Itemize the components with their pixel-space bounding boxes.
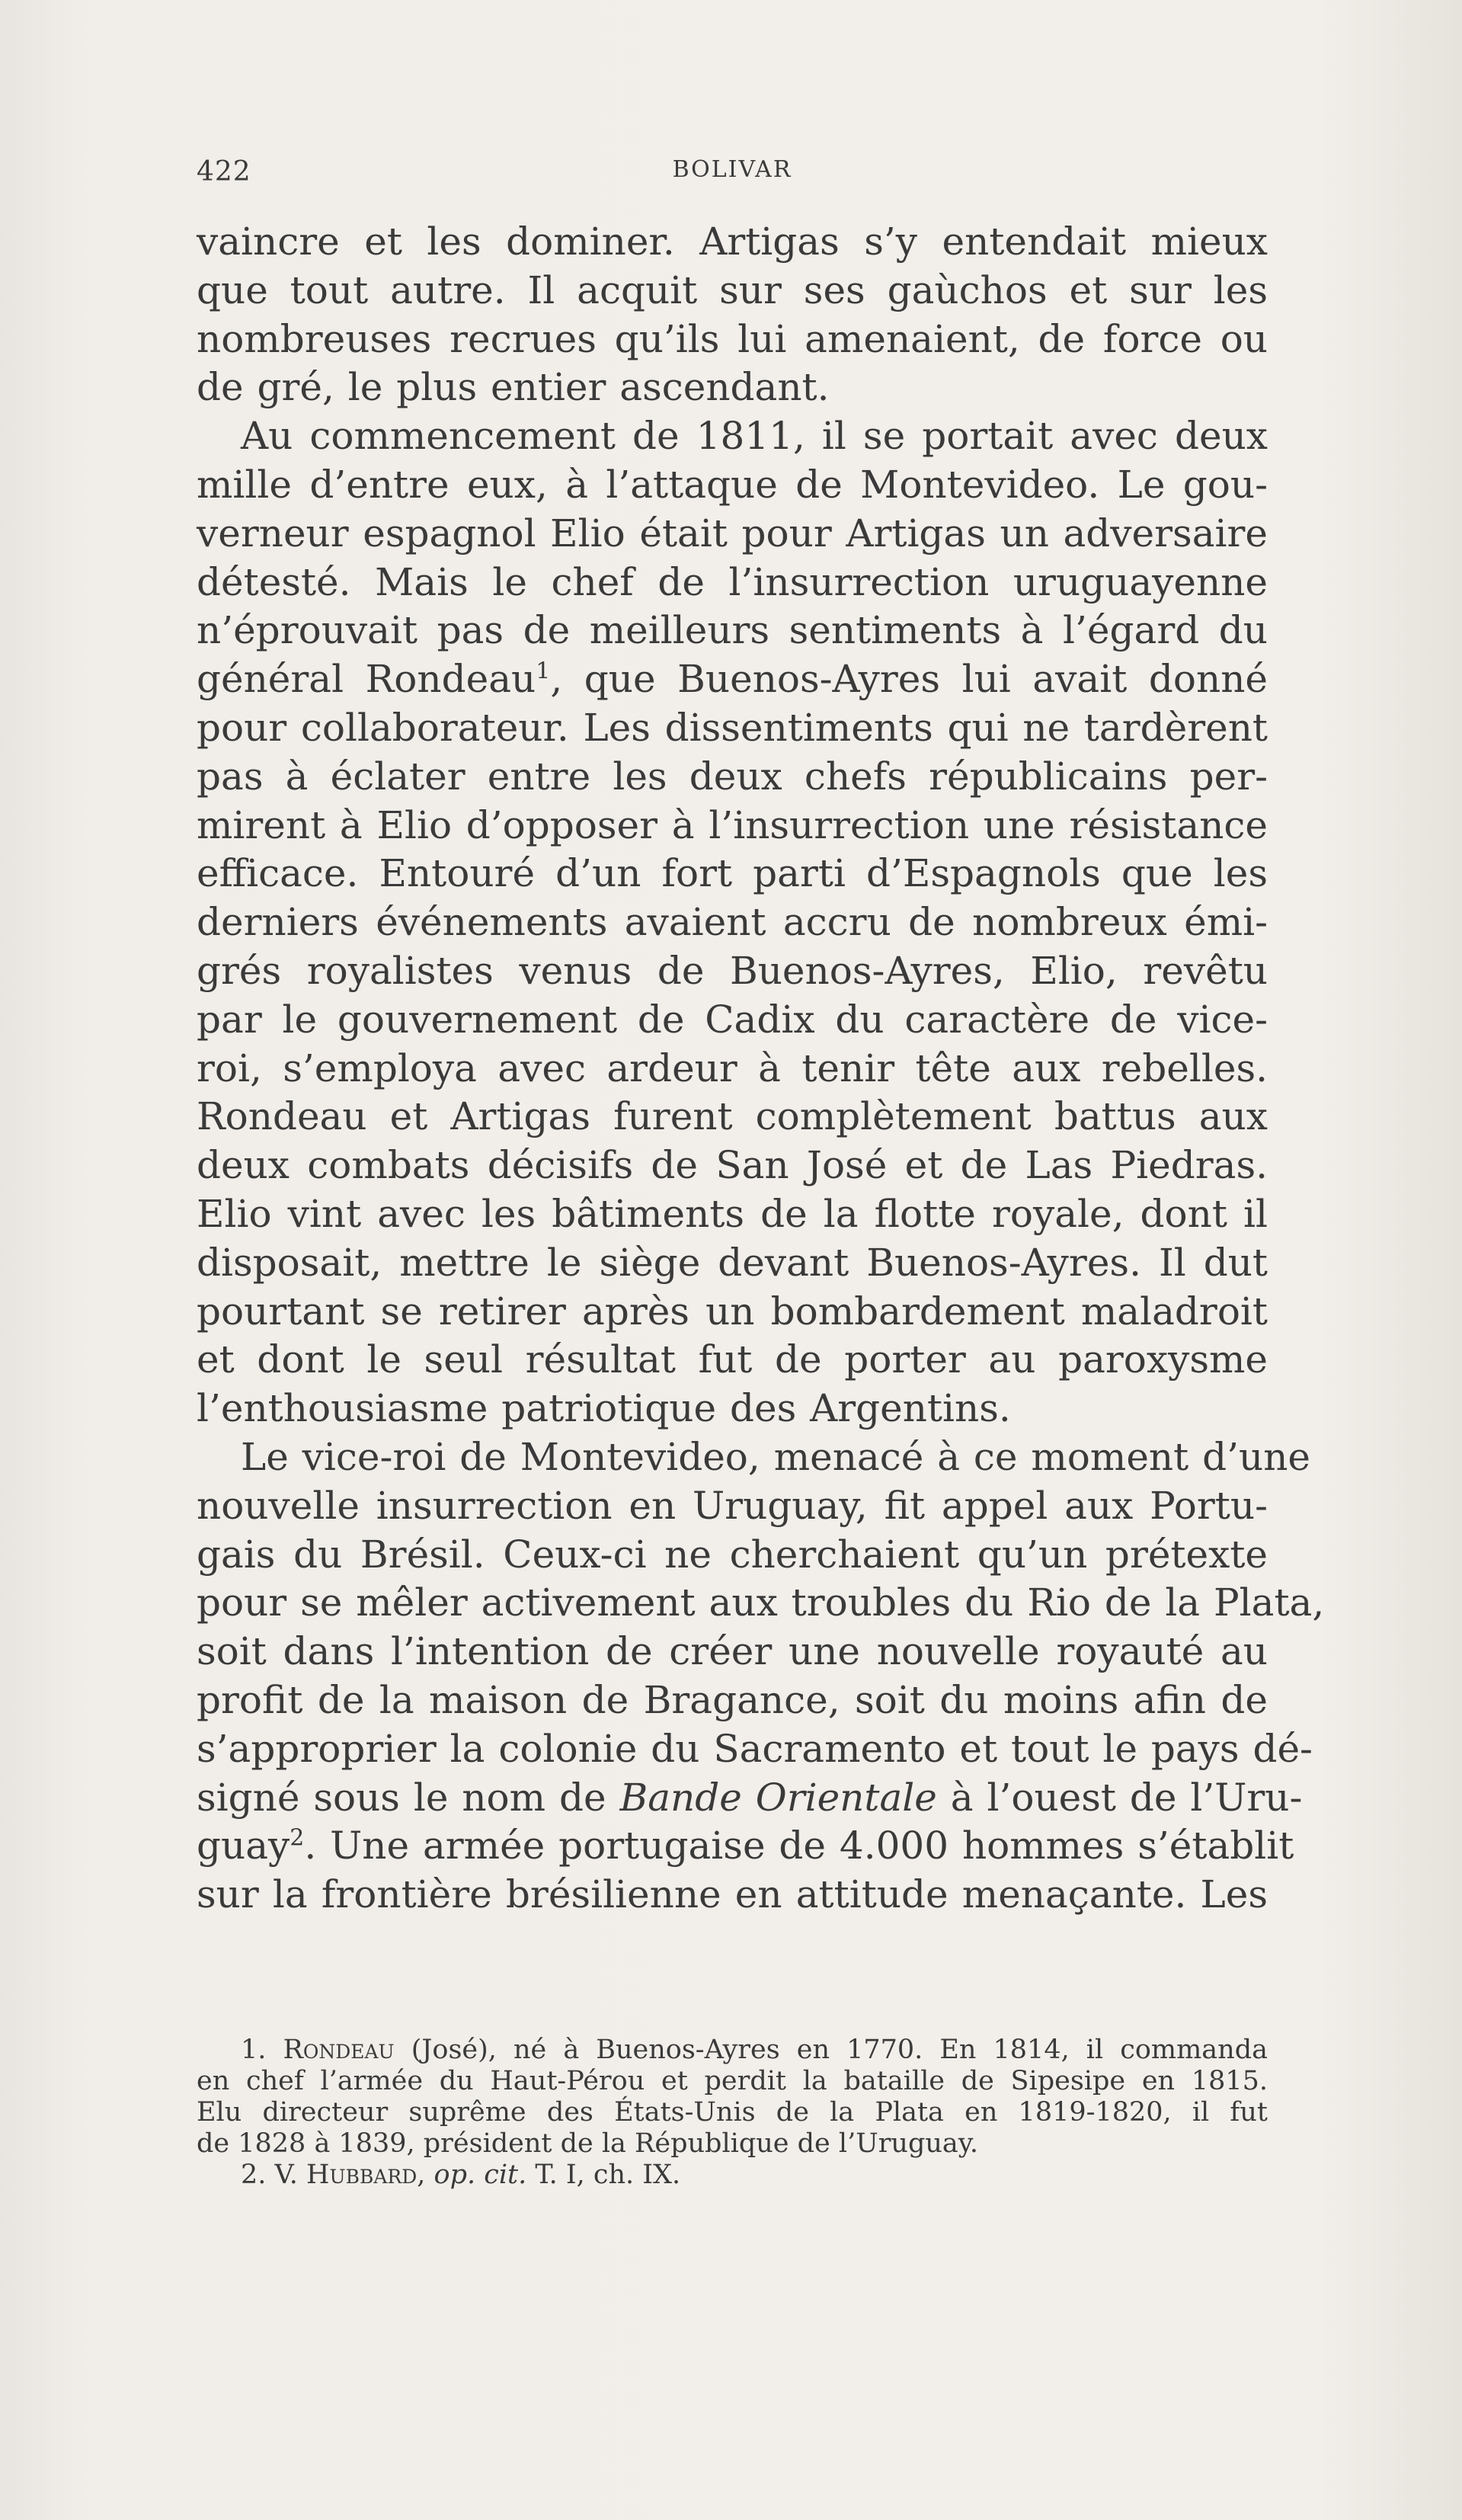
text-line: nombreuses recrues qu’ils lui amenaient, de force ou <box>197 316 1268 361</box>
text-line: profit de la maison de Bragance, soit du moins afin de <box>197 1677 1268 1722</box>
text-line: roi, s’employa avec ardeur à tenir tête aux rebelles. <box>197 1045 1268 1090</box>
text-line: derniers événements avaient accru de nombreux émi- <box>197 900 1268 945</box>
text-line: grés royalistes venus de Buenos-Ayres, Elio, revêtu <box>197 948 1268 993</box>
footnotes <box>197 2035 1268 2191</box>
page-number: 422 <box>197 156 251 187</box>
text-line: nouvelle insurrection en Uruguay, fit appel aux Portu- <box>197 1483 1268 1528</box>
footnote-line: Elu directeur suprême des États-Unis de la Plata en 1819-1820, il fut <box>197 2097 1268 2128</box>
text-line: l’enthousiasme patriotique des Argentins. <box>197 1386 1011 1431</box>
text-line: pour se mêler activement aux troubles du Rio de la Plata, <box>197 1580 1325 1625</box>
text-line: soit dans l’intention de créer une nouvelle royauté au <box>197 1629 1268 1674</box>
text-line: vaincre et les dominer. Artigas s’y entendait mieux <box>197 219 1268 264</box>
text-line <box>197 655 1268 704</box>
text-run: , que Buenos-Ayres lui avait donné <box>550 657 1268 702</box>
text-line: mille d’entre eux, à l’attaque de Montevideo. Le gou- <box>197 462 1268 507</box>
text-line <box>197 1822 1294 1871</box>
text-line <box>197 1774 1303 1823</box>
text-line: et dont le seul résultat fut de porter au paroxysme <box>197 1337 1268 1382</box>
text-run: guay <box>197 1824 290 1868</box>
footnote-author: Rondeau <box>283 2035 395 2065</box>
text-line: de gré, le plus entier ascendant. <box>197 365 830 410</box>
footnote-text: V. <box>274 2160 298 2190</box>
footnote-author: Hubbard <box>306 2160 417 2190</box>
text-line: pour collaborateur. Les dissentiments qui ne tardèrent <box>197 705 1268 750</box>
text-line: n’éprouvait pas de meilleurs sentiments à l’égard du <box>197 608 1268 653</box>
text-run: à l’ouest de l’Uru- <box>950 1775 1303 1820</box>
footnote-citation: op. cit. <box>433 2160 527 2190</box>
text-run: signé sous le nom de <box>197 1775 606 1820</box>
footnote-text: (José), né à Buenos-Ayres en 1770. En 1814, il commanda <box>411 2035 1268 2065</box>
footnote-line: de 1828 à 1839, président de la République de l’Uruguay. <box>197 2128 979 2159</box>
text-line: Elio vint avec les bâtiments de la flotte royale, dont il <box>197 1191 1268 1236</box>
italic-term: Bande Orientale <box>619 1775 937 1820</box>
text-line: sur la frontière brésilienne en attitude menaçante. Les <box>197 1872 1268 1917</box>
footnote-line: en chef l’armée du Haut-Pérou et perdit la bataille de Sipesipe en 1815. <box>197 2066 1268 2096</box>
body-text <box>197 218 1325 1920</box>
text-line: par le gouvernement de Cadix du caractère de vice- <box>197 997 1268 1042</box>
text-line: Le vice-roi de Montevideo, menacé à ce moment d’une <box>241 1434 1310 1479</box>
footnote-2: 2. V. Hubbard, op. cit. T. I, ch. IX. <box>241 2160 681 2190</box>
footnote-number: 1. <box>241 2035 267 2065</box>
text-line: verneur espagnol Elio était pour Artigas un adversaire <box>197 511 1268 556</box>
footnote-ref-2[interactable]: 2 <box>290 1824 305 1852</box>
text-run: . Une armée portugaise de 4.000 hommes s’établit <box>304 1824 1294 1868</box>
text-line: pourtant se retirer après un bombardement maladroit <box>197 1289 1268 1334</box>
text-line: mirent à Elio d’opposer à l’insurrection une résistance <box>197 802 1268 847</box>
text-line: que tout autre. Il acquit sur ses gaùchos et sur les <box>197 267 1268 312</box>
text-line: détesté. Mais le chef de l’insurrection uruguayenne <box>197 559 1268 604</box>
text-line: deux combats décisifs de San José et de Las Piedras. <box>197 1143 1268 1188</box>
text-run: général Rondeau <box>197 657 536 702</box>
footnote-text: T. I, ch. IX. <box>535 2160 681 2190</box>
text-line: efficace. Entouré d’un fort parti d’Espagnols que les <box>197 851 1268 896</box>
text-line: Au commencement de 1811, il se portait avec deux <box>241 414 1268 459</box>
text-line: pas à éclater entre les deux chefs républicains per- <box>197 754 1268 799</box>
text-line: Rondeau et Artigas furent complètement battus aux <box>197 1094 1268 1139</box>
text-line: disposait, mettre le siège devant Buenos-Ayres. Il dut <box>197 1240 1268 1285</box>
footnote-ref-1[interactable]: 1 <box>536 658 551 685</box>
page-header <box>197 156 1268 202</box>
footnote-number: 2. <box>241 2160 267 2190</box>
text-line: s’approprier la colonie du Sacramento et tout le pays dé- <box>197 1726 1313 1771</box>
footnote-1 <box>197 2035 1268 2066</box>
running-title: BOLIVAR <box>672 156 792 183</box>
text-line: gais du Brésil. Ceux-ci ne cherchaient qu’un prétexte <box>197 1532 1268 1577</box>
